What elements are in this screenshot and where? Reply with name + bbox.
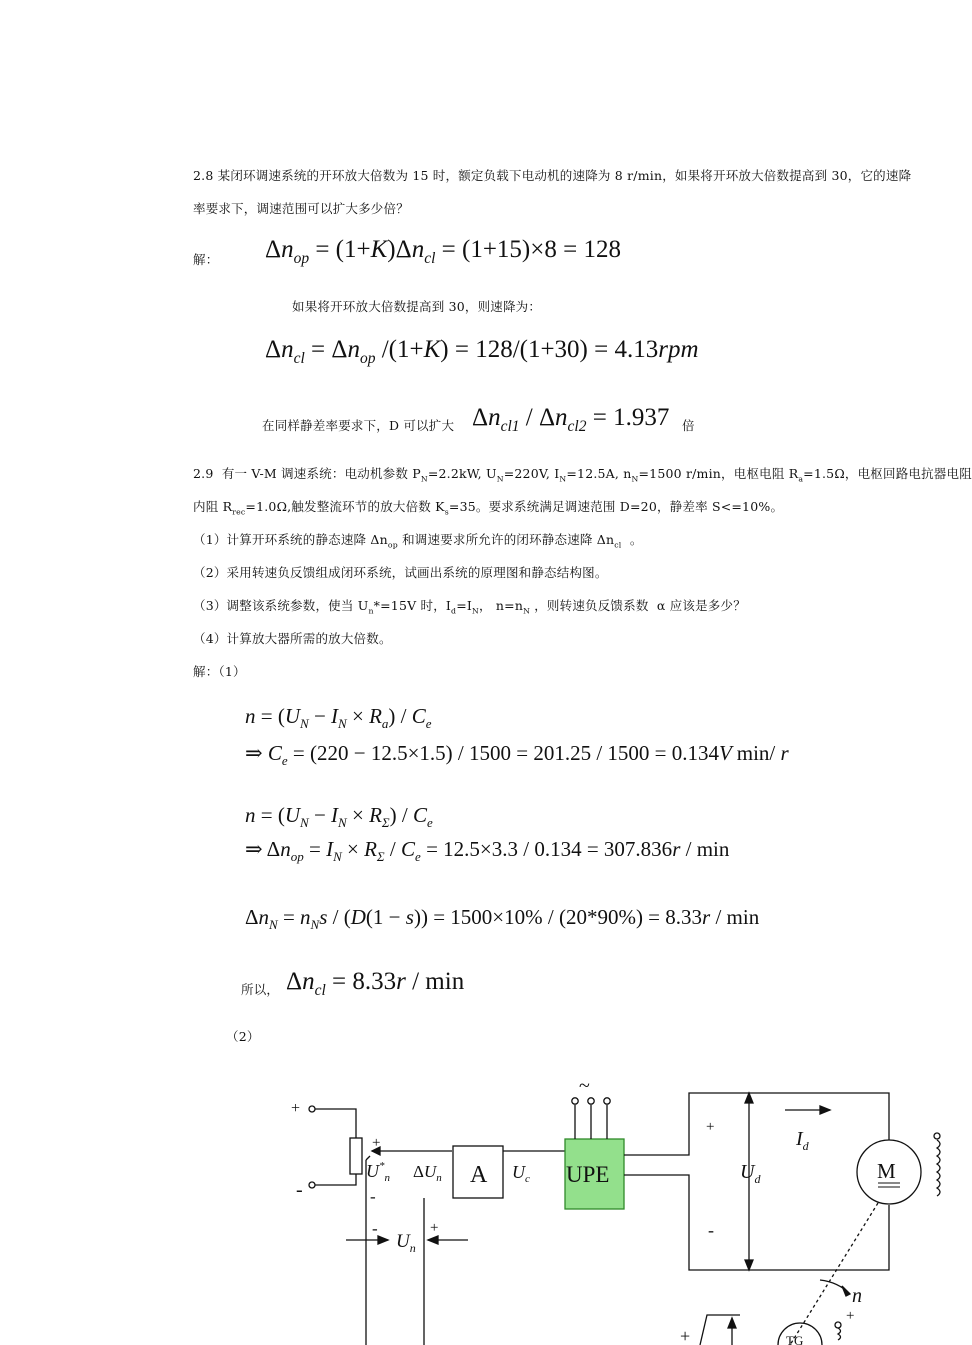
ac-terminal (588, 1098, 594, 1104)
delta-un-label: $\Delta U_n$ (413, 1162, 442, 1184)
ac-tilde: ~ (579, 1075, 590, 1097)
terminal-minus (309, 1182, 315, 1188)
q29-formula-1b: ⇒ $C_e = (220 - 12.5\times 1.5) / 1500 = 201.25 / 1500 = 0.134V$ min/ r (245, 741, 789, 769)
un-plus-label: + (430, 1220, 439, 1236)
q29-item-4: （4）计算放大器所需的放大倍数。 (193, 631, 392, 646)
amplifier-label: A (470, 1162, 488, 1188)
q28-eq3-suffix: 倍 (682, 418, 695, 433)
q28-line1: 2.8 某闭环调速系统的开环放大倍数为 15 时，额定负载下电动机的速降为 8 r/min，如果将开环放大倍数提高到 30，它的速降 (193, 168, 912, 183)
minus-left-label: - (296, 1179, 303, 1201)
potentiometer (350, 1138, 362, 1174)
q28-solution-label: 解： (193, 252, 219, 267)
q29-therefore: 所以， (241, 982, 280, 997)
q29-item-2: （2）采用转速负反馈组成闭环系统，试画出系统的原理图和静态结构图。 (193, 565, 608, 580)
q28-equation-3: $\Delta n_{cl1} / \Delta n_{cl2} = 1.937$ (472, 404, 670, 435)
q28-eq3-prefix: 在同样静差率要求下，D 可以扩大 (262, 418, 455, 433)
plus-left-label: + (291, 1100, 301, 1117)
q29-item-1: （1）计算开环系统的静态速降 $\Delta n_{op}$ 和调速要求所允许的闭环静态速降 $\Delta n_{cl}$ 。 (193, 532, 643, 550)
q29-part-2-label: （2） (226, 1029, 260, 1044)
field-winding (937, 1140, 940, 1196)
speed-n-label: n (852, 1285, 862, 1307)
q28-if-text: 如果将开环放大倍数提高到 30，则速降为： (292, 299, 542, 314)
un-minus-label: - (372, 1219, 378, 1238)
pot-plus-label: + (372, 1135, 381, 1151)
un-star-label: $U^*_n$ (366, 1160, 390, 1184)
q29-line1: 2.9 有一 V-M 调速系统：电动机参数 $P_N=2.2kW$, $U_N=220V$, $I_N=12.5A$, $n_N=1500$ r/min，电枢电阻 $R_a=1.5\Omega$，电枢回路电抗器电阻 (193, 466, 972, 484)
uc-label: $U_c$ (512, 1162, 530, 1185)
field-terminal (934, 1133, 940, 1139)
q28-equation-1: $\Delta n_{op} = (1+K)\Delta n_{cl} = (1+15)\times 8 = 128$ (265, 236, 621, 267)
q29-solution-label: 解：（1） (193, 664, 246, 679)
ac-terminal (572, 1098, 578, 1104)
q29-formula-4: $\Delta n_{cl} = 8.33r / \min$ (286, 968, 465, 999)
q29-item-3: （3）调整该系统参数，使当 $U_n*=15V$ 时，$I_d=I_N$， $n=n_N$ ，则转速负反馈系数 α 应该是多少？ (193, 598, 746, 616)
q28-equation-2: $\Delta n_{cl} = \Delta n_{op}$ /(1+K) = 128/(1+30) = 4.13rpm (265, 336, 699, 367)
id-label: $I_d$ (796, 1128, 809, 1153)
q29-formula-3: $\Delta n_N = n_Ns / (D(1 - s)) = 1500\times 10\% / (20*90\%) = 8.33r / \min$ (245, 905, 760, 933)
ac-terminal (604, 1098, 610, 1104)
upe-label: UPE (566, 1162, 610, 1187)
q29-formula-2a: $n = (U_N - I_N \times R_\Sigma) / C_e$ (245, 803, 433, 831)
bottom-plus-label: + (680, 1326, 691, 1345)
q29-formula-1a: $n = (U_N - I_N \times R_a) / C_e$ (245, 704, 432, 732)
ud-minus-label: - (708, 1220, 714, 1240)
ud-label: $U_d$ (740, 1161, 761, 1186)
tg-label: TG (786, 1333, 804, 1345)
pot-minus-label: - (370, 1187, 376, 1206)
q29-line2: 内阻 $R_{rec}=1.0\Omega$,触发整流环节的放大倍数 $K_s=35$。要求系统满足调速范围 D=20，静差率 S<=10%。 (193, 499, 784, 517)
un-label: $U_n$ (396, 1231, 416, 1255)
ud-plus-label: + (706, 1119, 715, 1135)
q29-formula-2b: ⇒ $\Delta n_{op} = I_N \times R_\Sigma / C_e = 12.5\times 3.3 / 0.134 = 307.836r / \min$ (245, 837, 730, 865)
terminal-plus (309, 1106, 315, 1112)
motor-label: M (877, 1159, 896, 1183)
q28-line2: 率要求下，调速范围可以扩大多少倍？ (193, 201, 409, 216)
tg-plus-label: + (846, 1308, 855, 1324)
